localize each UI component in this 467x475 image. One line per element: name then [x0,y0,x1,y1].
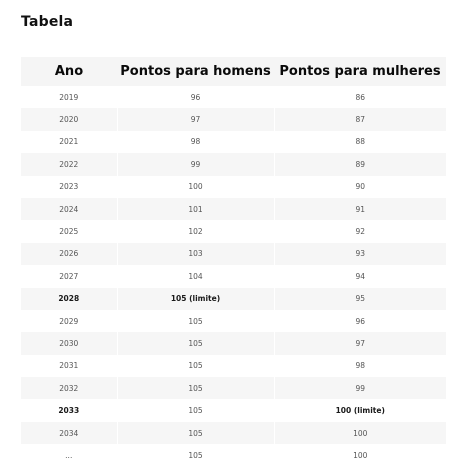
cell-men-points: 103 [117,243,274,265]
cell-men-points: 105 [117,399,274,421]
table-row [21,310,446,332]
table-row [21,108,446,130]
cell-year: 2034 [21,422,117,444]
cell-year: 2024 [21,198,117,220]
cell-year: 2030 [21,332,117,354]
table-row [21,265,446,287]
cell-year: 2026 [21,243,117,265]
table-body [21,86,446,467]
cell-women-points: 90 [274,176,446,198]
points-table [21,57,446,467]
cell-year: 2025 [21,220,117,242]
cell-women-points: 100 [274,422,446,444]
cell-year: 2021 [21,131,117,153]
cell-women-points: 88 [274,131,446,153]
cell-women-points: 100 [274,444,446,466]
cell-year: 2032 [21,377,117,399]
cell-women-points: 89 [274,153,446,175]
cell-year: 2020 [21,108,117,130]
table-row [21,288,446,310]
cell-men-points: 104 [117,265,274,287]
table-row [21,399,446,421]
table-row [21,176,446,198]
cell-men-points: 102 [117,220,274,242]
cell-women-points: 98 [274,355,446,377]
cell-men-points: 105 [117,377,274,399]
table-header [21,57,446,86]
cell-women-points: 99 [274,377,446,399]
cell-men-points: 105 [117,444,274,466]
table-row [21,198,446,220]
table-row [21,243,446,265]
cell-women-points: 86 [274,86,446,108]
column-header-women-points: Pontos para mulheres [274,57,446,86]
table-row [21,355,446,377]
table-row [21,220,446,242]
cell-men-points: 105 [117,422,274,444]
table-row [21,444,446,466]
cell-women-points: 100 (limite) [274,399,446,421]
cell-men-points: 99 [117,153,274,175]
cell-year: 2022 [21,153,117,175]
cell-year: 2033 [21,399,117,421]
cell-year: ... [21,444,117,466]
cell-year: 2031 [21,355,117,377]
cell-year: 2028 [21,288,117,310]
table-row [21,153,446,175]
cell-year: 2029 [21,310,117,332]
cell-women-points: 97 [274,332,446,354]
table-row [21,86,446,108]
table-row [21,377,446,399]
cell-men-points: 105 [117,310,274,332]
cell-women-points: 92 [274,220,446,242]
cell-women-points: 96 [274,310,446,332]
cell-men-points: 105 [117,355,274,377]
cell-women-points: 91 [274,198,446,220]
cell-year: 2019 [21,86,117,108]
header-row [21,57,446,86]
cell-women-points: 87 [274,108,446,130]
cell-men-points: 97 [117,108,274,130]
cell-men-points: 105 [117,332,274,354]
cell-year: 2023 [21,176,117,198]
cell-women-points: 93 [274,243,446,265]
cell-year: 2027 [21,265,117,287]
cell-men-points: 105 (limite) [117,288,274,310]
cell-men-points: 101 [117,198,274,220]
cell-women-points: 94 [274,265,446,287]
cell-men-points: 96 [117,86,274,108]
table-row [21,422,446,444]
cell-women-points: 95 [274,288,446,310]
cell-men-points: 98 [117,131,274,153]
table-row [21,131,446,153]
table-row [21,332,446,354]
column-header-year: Ano [21,57,117,86]
column-header-men-points: Pontos para homens [117,57,274,86]
page-title: Tabela [21,14,74,30]
cell-men-points: 100 [117,176,274,198]
